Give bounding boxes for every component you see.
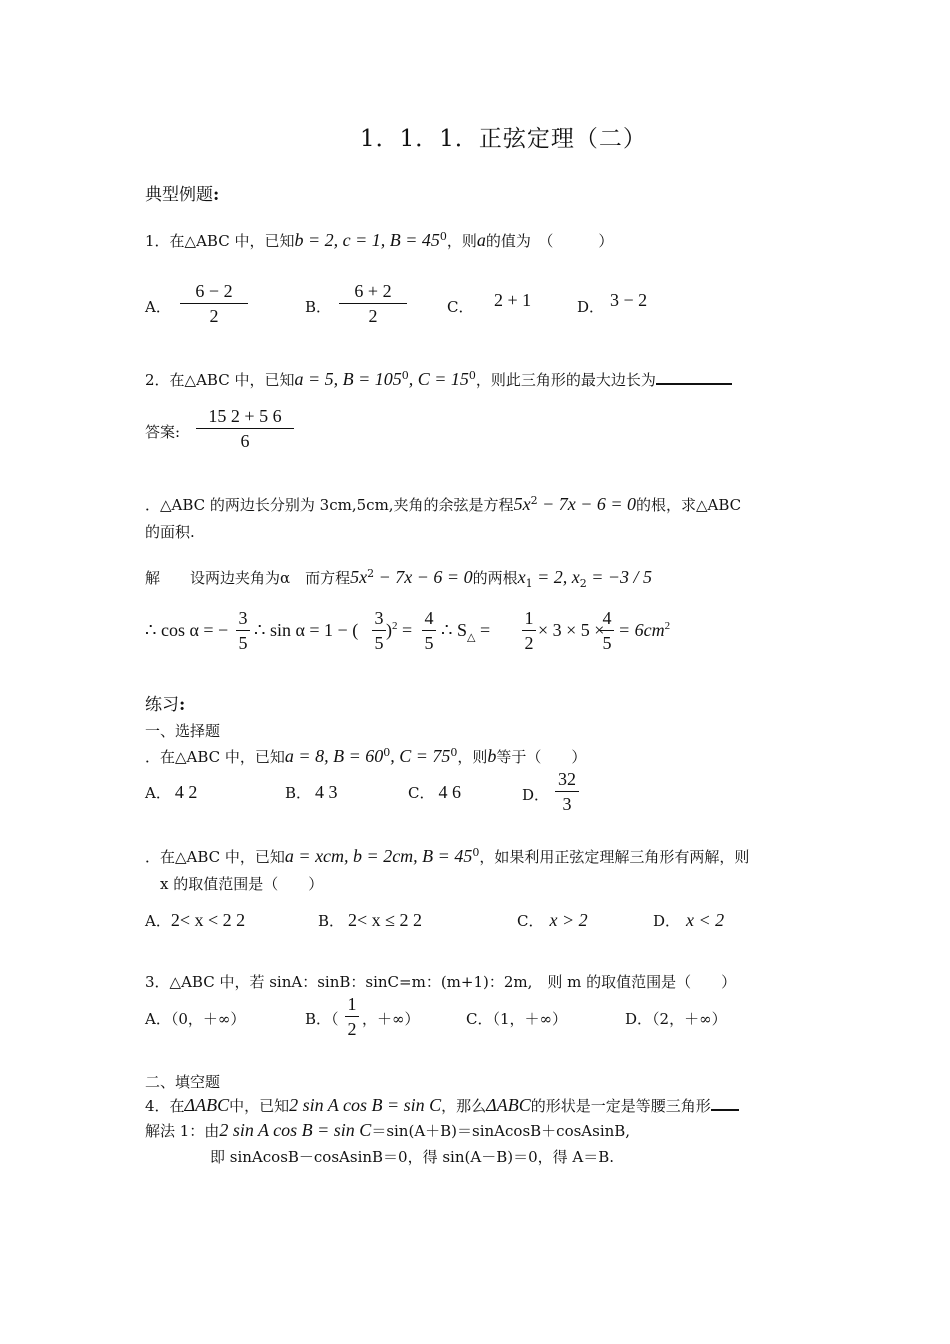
q1-option-d-label: D． [577, 298, 605, 316]
p3-option-b-rest: ，＋∞） [362, 1010, 420, 1028]
answer-blank [711, 1109, 739, 1111]
q3-four-fifths-fraction: 4 5 [600, 607, 614, 654]
q1-option-a-fraction: 6 − 2 2 [180, 280, 248, 327]
practice-3: 3．△ABC 中，若 sinA：sinB：sinC=m：(m+1)：2m, 则 m 的取值范围是（ ） [145, 973, 737, 991]
q3-cos-fraction: 3 5 [236, 607, 250, 654]
q3-sin-close: )$^2$ = [386, 620, 413, 640]
q3-sin-result-fraction: 4 5 [422, 607, 436, 654]
q1-option-b-fraction: 6 + 2 2 [339, 280, 407, 327]
p4-solution-line-2: 即 sinAcosB－cosAsinB＝0，得 sin(A－B)＝0，得 A＝B. [210, 1148, 615, 1166]
q3-cos-expr: ∴ cos α = − [145, 620, 229, 640]
p2-option-a: A．2< x < 2 2 [145, 910, 246, 930]
p3-option-a: A．（0，＋∞） [145, 1010, 246, 1028]
q2-answer-label: 答案: [145, 423, 181, 441]
q2-answer-fraction: 15 2 + 5 6 6 [196, 405, 294, 452]
answer-blank [656, 383, 732, 385]
p1-option-d-fraction: 32 3 [555, 768, 579, 815]
p2-option-c: C． x > 2 [517, 910, 588, 930]
question-3-line-2: 的面积. [145, 523, 195, 541]
q3-half-fraction: 1 2 [522, 607, 536, 654]
p1-option-b: B． 4 3 [285, 782, 338, 802]
practice-2-line-1: ．在△ABC 中，已知a = xcm, b = 2cm, $B = 45^0$，如果利用正弦定理解三角形有两解，则 [145, 846, 750, 866]
practice-1: ．在△ABC 中，已知a = 8, $B = 60^0$, $C = 75^0$，则b等于（ ） [145, 746, 587, 766]
q1-option-d-value: 3 − 2 [610, 290, 648, 310]
subsection-fill-in: 二、填空题 [145, 1073, 221, 1091]
q3-area-label: ∴ $S_\triangle$ = [441, 620, 491, 644]
practice-2-line-2: x 的取值范围是（ ） [160, 875, 324, 893]
question-3-line-1: ．△ABC 的两边长分别为 3cm,5cm,夹角的余弦是方程$5x^2 - 7x - 6 = 0$的根，求△ABC [145, 494, 742, 514]
q3-sin-expr: ∴ sin α = 1 − ( [254, 620, 359, 640]
q3-product: × 3 × 5 × [538, 620, 605, 640]
subsection-multiple-choice: 一、选择题 [145, 722, 221, 740]
p3-option-c: C．（1，＋∞） [466, 1010, 568, 1028]
p1-option-c: C． 4 6 [408, 782, 461, 802]
q3-sin-fraction: 3 5 [372, 607, 386, 654]
question-1: 1．在△ABC 中，已知b = 2, c = 1, $B = 45^0$，则a的值为 （ ） [145, 230, 614, 250]
p3-option-b-fraction: 1 2 [345, 993, 359, 1040]
q1-option-c-label: C． [447, 298, 474, 316]
page-title: 1．1．1．正弦定理（二） [360, 126, 647, 152]
p2-option-d: D． x < 2 [653, 910, 725, 930]
p2-option-b: B． 2< x ≤ 2 2 [318, 910, 423, 930]
q1-option-b-label: B． [305, 298, 332, 316]
p4-solution-line-1: 解法 1：由2 sin A cos B = sin C＝sin(A＋B)＝sinAcosB＋cosAsinB, [145, 1120, 631, 1140]
question-2: 2．在△ABC 中，已知a = 5, $B = 105^0$, $C = 15^0$，则此三角形的最大边长为 [145, 369, 732, 390]
p3-option-d: D．（2，＋∞） [625, 1010, 727, 1028]
p1-option-a: A． 4 2 [145, 782, 198, 802]
q1-option-a-label: A． [145, 298, 171, 316]
p3-option-b-label: B．（ [305, 1010, 339, 1028]
q3-solution-line-1: 解 设两边夹角为α 而方程$5x^2 - 7x - 6 = 0$的两根$x_1 = 2$, $x_2 = -3 / 5$ [145, 567, 653, 590]
q1-option-c-value: 2 + 1 [494, 290, 532, 310]
practice-4: 4．在ΔABC中，已知2 sin A cos B = sin C，那么ΔABC的形状是一定是等腰三角形 [145, 1095, 739, 1116]
section-heading-practice: 练习: [145, 695, 186, 715]
q3-area-result: = $6cm^2$ [618, 620, 671, 640]
section-heading-examples: 典型例题: [145, 185, 220, 205]
p1-option-d-label: D． [522, 786, 550, 804]
